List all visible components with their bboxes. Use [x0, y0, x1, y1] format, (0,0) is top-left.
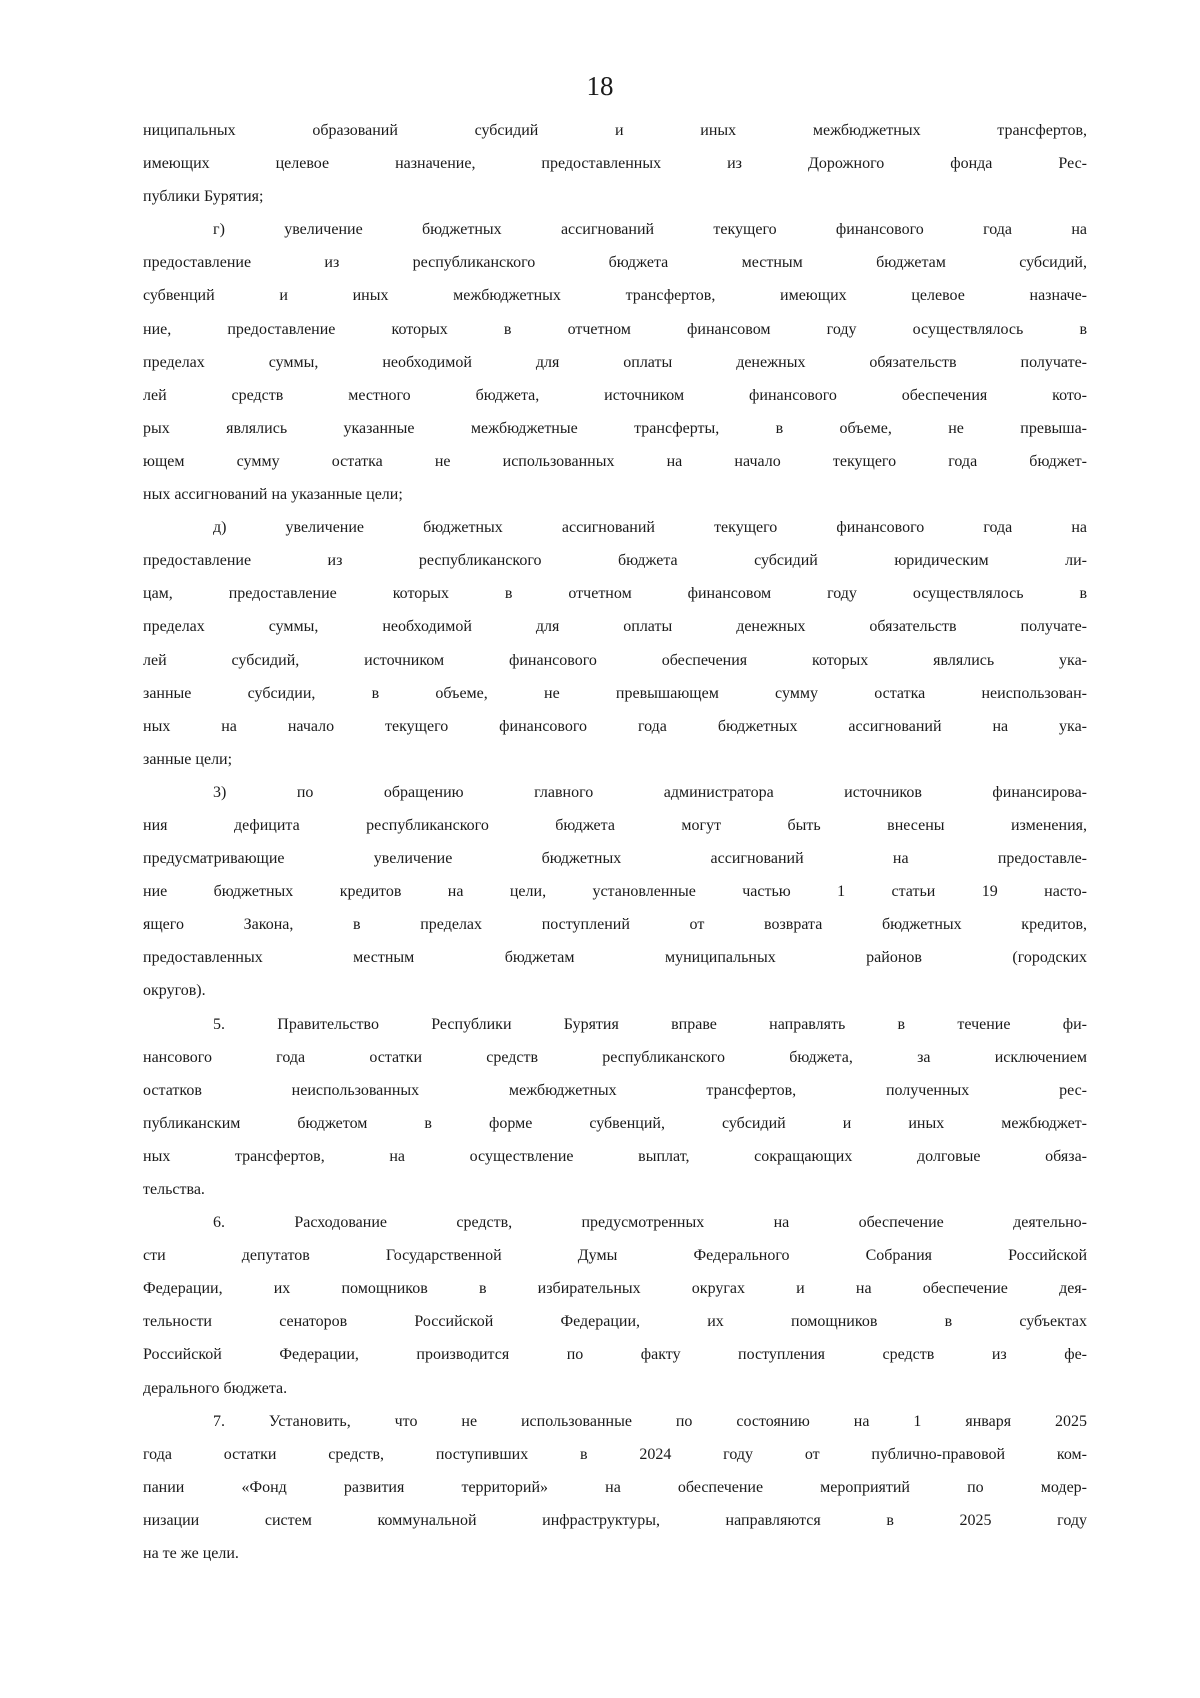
text-line: занные субсидии, в объеме, не превышающем сумму остатка неиспользован- — [143, 684, 1087, 702]
text-line: ющем сумму остатка не использованных на начало текущего года бюджет- — [143, 452, 1087, 470]
text-line: предоставление из республиканского бюджета субсидий юридическим ли- — [143, 552, 1087, 570]
text-line: ние бюджетных кредитов на цели, установленные частью 1 статьи 19 насто- — [143, 883, 1087, 901]
text-line: занные цели; — [143, 750, 233, 768]
text-line: лей средств местного бюджета, источником финансового обеспечения кото- — [143, 386, 1087, 404]
text-line: пании «Фонд развития территорий» на обеспечение мероприятий по модер- — [143, 1478, 1087, 1496]
paragraph-item-g — [143, 221, 1087, 519]
text-line: субвенций и иных межбюджетных трансфертов, имеющих целевое назначе- — [143, 287, 1087, 305]
text-line: тельства. — [143, 1181, 205, 1198]
text-line: 5. Правительство Республики Бурятия вправе направлять в течение фи- — [213, 1015, 1087, 1033]
text-line: рых являлись указанные межбюджетные трансферты, в объеме, не превыша- — [143, 419, 1087, 437]
paragraph-item-6 — [143, 1214, 1087, 1413]
text-line: округов). — [143, 982, 206, 1000]
text-line: предусматривающие увеличение бюджетных ассигнований на предоставле- — [143, 850, 1087, 868]
text-line: публики Бурятия; — [143, 188, 264, 206]
text-line: предоставленных местным бюджетам муниципальных районов (городских — [143, 949, 1087, 967]
text-line: предоставление из республиканского бюджета местным бюджетам субсидий, — [143, 254, 1087, 272]
text-line: на те же цели. — [143, 1545, 239, 1563]
text-line: нансового года остатки средств республиканского бюджета, за исключением — [143, 1048, 1087, 1066]
text-line: ящего Закона, в пределах поступлений от возврата бюджетных кредитов, — [143, 916, 1087, 934]
text-line: ниципальных образований субсидий и иных межбюджетных трансфертов, — [143, 122, 1087, 139]
text-line: ние, предоставление которых в отчетном финансовом году осуществлялось в — [143, 320, 1087, 338]
text-line: г) увеличение бюджетных ассигнований текущего финансового года на — [213, 221, 1087, 239]
paragraph-item-7 — [143, 1413, 1087, 1578]
text-line: лей субсидий, источником финансового обеспечения которых являлись ука- — [143, 651, 1087, 669]
text-line: д) увеличение бюджетных ассигнований текущего финансового года на — [213, 519, 1087, 537]
text-line: ных трансфертов, на осуществление выплат, сокращающих долговые обяза- — [143, 1147, 1087, 1165]
text-line: ных ассигнований на указанные цели; — [143, 486, 403, 504]
text-line: 7. Установить, что не использованные по состоянию на 1 января 2025 — [213, 1412, 1087, 1430]
text-line: ния дефицита республиканского бюджета могут быть внесены изменения, — [143, 816, 1087, 834]
text-line: пределах суммы, необходимой для оплаты денежных обязательств получате- — [143, 618, 1087, 636]
paragraph-item-5 — [143, 1016, 1087, 1215]
text-line: цам, предоставление которых в отчетном финансовом году осуществлялось в — [143, 585, 1087, 603]
paragraph-continuation — [143, 122, 1087, 221]
text-line: тельности сенаторов Российской Федерации, их помощников в субъектах — [143, 1313, 1087, 1331]
paragraph-item-d — [143, 519, 1087, 784]
text-line: низации систем коммунальной инфраструктуры, направляются в 2025 году — [143, 1511, 1087, 1529]
paragraph-item-3 — [143, 784, 1087, 1016]
text-line: ных на начало текущего финансового года бюджетных ассигнований на ука- — [143, 717, 1087, 735]
page-number: 18 — [586, 71, 614, 101]
text-line: пределах суммы, необходимой для оплаты денежных обязательств получате- — [143, 353, 1087, 371]
text-line: 6. Расходование средств, предусмотренных на обеспечение деятельно- — [213, 1214, 1087, 1232]
text-line: дерального бюджета. — [143, 1379, 288, 1397]
text-line: публиканским бюджетом в форме субвенций, субсидий и иных межбюджет- — [143, 1114, 1087, 1132]
text-line: Федерации, их помощников в избирательных округах и на обеспечение дея- — [143, 1280, 1087, 1298]
text-line: года остатки средств, поступивших в 2024 году от публично-правовой ком- — [143, 1445, 1087, 1463]
text-line: сти депутатов Государственной Думы Федерального Собрания Российской — [143, 1247, 1087, 1265]
text-line: остатков неиспользованных межбюджетных трансфертов, полученных рес- — [143, 1081, 1087, 1099]
text-line: 3) по обращению главного администратора источников финансирова- — [213, 783, 1087, 801]
text-line: имеющих целевое назначение, предоставленных из Дорожного фонда Рес- — [143, 155, 1087, 173]
document-body — [143, 122, 1087, 1578]
text-line: Российской Федерации, производится по факту поступления средств из фе- — [143, 1346, 1087, 1364]
